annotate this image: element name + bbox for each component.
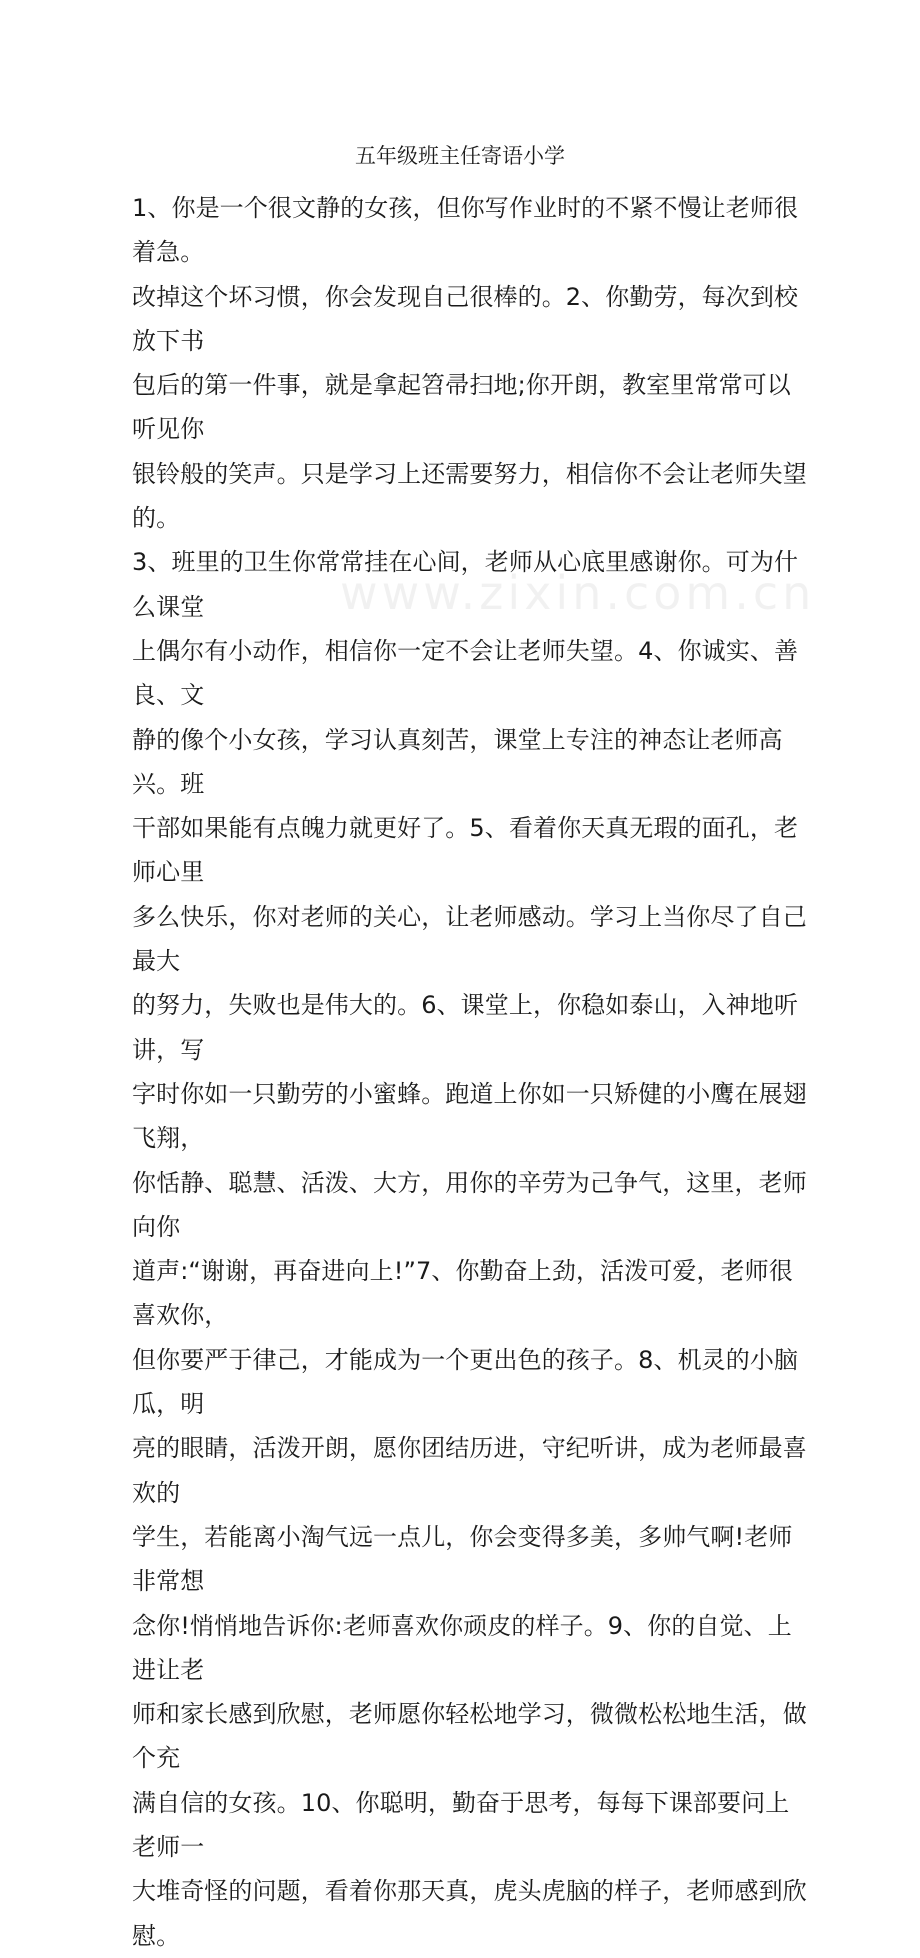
- document-title: 五年级班主任寄语小学: [355, 144, 565, 168]
- document-body: 1、你是一个很文静的女孩，但你写作业时的不紧不慢让老师很着急。 改掉这个坏习惯，你会发现自己很棒的。2、你勤劳，每次到校放下书 包后的第一件事，就是拿起笤帚扫地;你开朗，教室里常常可以听见你 银铃般的笑声。只是学习上还需要努力，相信你不会让老师失望的。 3、班里的卫生你常常挂在心间，老师从心底里感谢你。可为什么课堂 上偶尔有小动作，相信你一定不会让老师失望。4、你诚实、善良、文 静的像个小女孩，学习认真刻苦，课堂上专注的神态让老师高兴。班 干部如果能有点魄力就更好了。5、看着你天真无瑕的面孔，老师心里 多么快乐，你对老师的关心，让老师感动。学习上当你尽了自己最大 的努力，失败也是伟大的。6、课堂上，你稳如泰山，入神地听讲，写 字时你如一只勤劳的小蜜蜂。跑道上你如一只矫健的小鹰在展翅飞翔， 你恬静、聪慧、活泼、大方，用你的辛劳为己争气，这里，老师向你 道声:“谢谢，再奋进向上!”7、你勤奋上劲，活泼可爱，老师很喜欢你， 但你要严于律己，才能成为一个更出色的孩子。8、机灵的小脑瓜，明 亮的眼睛，活泼开朗，愿你团结历进，守纪听讲，成为老师最喜欢的 学生，若能离小淘气远一点儿，你会变得多美，多帅气啊!老师非常想 念你!悄悄地告诉你:老师喜欢你顽皮的样子。9、你的自觉、上进让老 师和家长感到欣慰，老师愿你轻松地学习，微微松松地生活，做个充 满自信的女孩。10、你聪明，勤奋于思考，每每下课部要问上老师一 大堆奇怪的问题，看着你那天真，虎头虎脑的样子，老师感到欣慰。: [132, 194, 807, 1950]
- watermark: www.zixin.com.cn: [340, 566, 816, 620]
